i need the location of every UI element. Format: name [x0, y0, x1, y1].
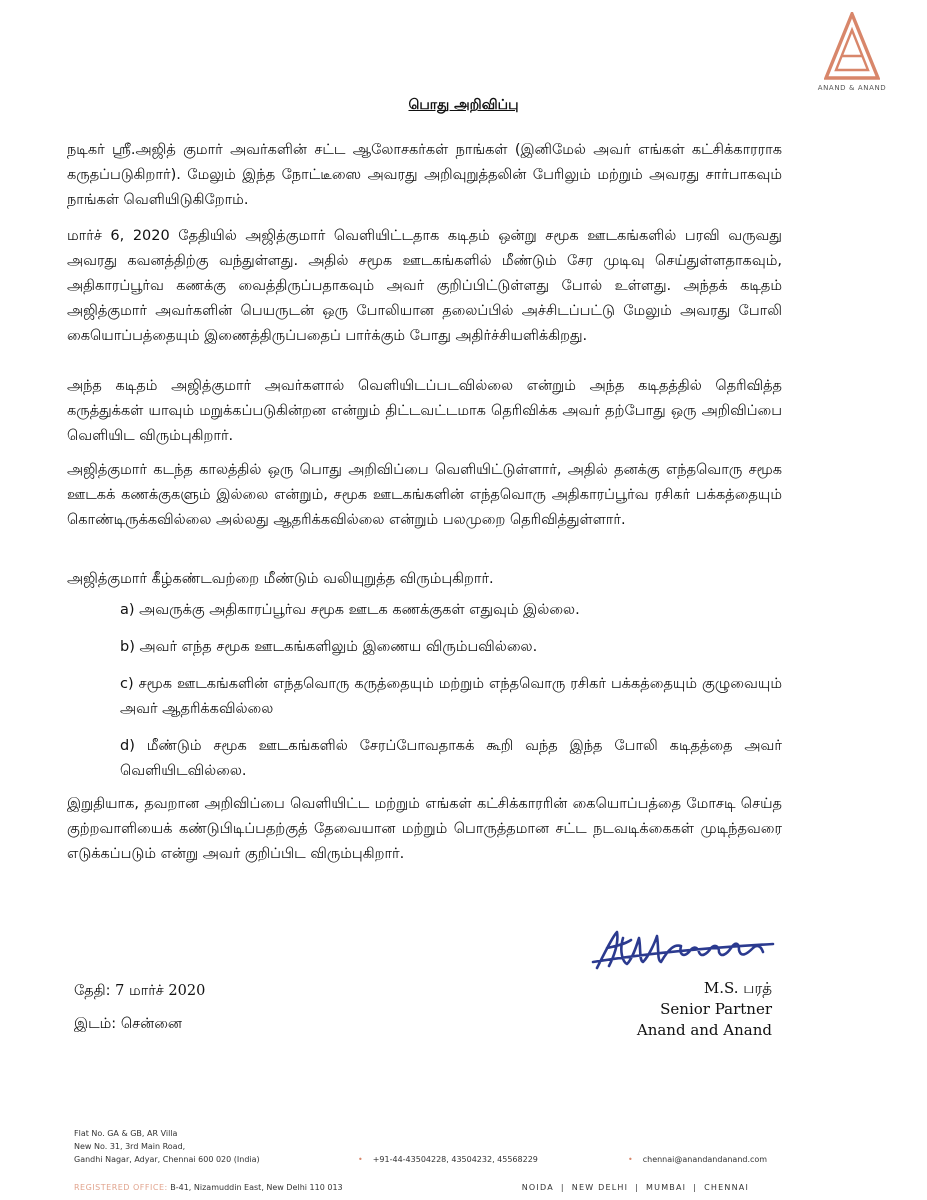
city-name: NEW DELHI — [571, 1183, 629, 1192]
footer-email — [628, 1155, 767, 1164]
page-title: பொது அறிவிப்பு — [408, 97, 519, 113]
address-line: Gandhi Nagar, Adyar, Chennai 600 020 (India) — [74, 1155, 260, 1164]
logo-wordmark: ANAND & ANAND — [817, 84, 887, 92]
address-line: New No. 31, 3rd Main Road, — [74, 1142, 186, 1151]
phone-numbers: +91-44-43504228, 43504232, 45568229 — [372, 1155, 538, 1164]
reiteration-list — [120, 598, 782, 796]
paragraph-intro: நடிகர் ஸ்ரீ.அஜித் குமார் அவர்களின் சட்ட ஆலோசகர்கள் நாங்கள் (இனிமேல் அவர் எங்கள் கட்சிக்காரராக கருதப்படுகிறார்). மேலும் இந்த நோட்டீஸை அவரது அறிவுறுத்தலின் பேரிலும் மற்றும் அவரது சார்பாகவும் நாங்கள் வெளியிடுகிறோம். — [67, 142, 782, 208]
signer-block — [637, 978, 772, 1041]
city-name: CHENNAI — [704, 1183, 749, 1192]
bullet-icon: • — [628, 1155, 633, 1164]
list-item: a) அவருக்கு அதிகாரப்பூர்வ சமூக ஊடக கணக்குகள் எதுவும் இல்லை. — [120, 602, 580, 618]
place-value: சென்னை — [120, 1016, 182, 1032]
footer-address — [74, 1127, 260, 1166]
signature — [583, 918, 783, 978]
address-line: Flat No. GA & GB, AR Villa — [74, 1129, 178, 1138]
date-line — [74, 975, 205, 1008]
bullet-icon: • — [358, 1155, 363, 1164]
date-value: 7 மார்ச் 2020 — [115, 983, 206, 999]
city-name: NOIDA — [521, 1183, 554, 1192]
signer-firm: Anand and Anand — [636, 1021, 772, 1039]
separator: | — [560, 1183, 565, 1192]
signer-name: M.S. பரத் — [703, 979, 772, 997]
paragraph-letter-circulation: மார்ச் 6, 2020 தேதியில் அஜித்குமார் வெளியிட்டதாக கடிதம் ஒன்று சமூக ஊடகங்களில் பரவி வருவது அவரது கவனத்திற்கு வந்துள்ளது. அதில் சமூக ஊடகங்களில் மீண்டும் சேர முடிவு செய்துள்ளதாகவும், அதிகாரப்பூர்வ கணக்கு வைத்திருப்பதாகவும் அவர் குறிப்பிட்டுள்ளது போல் உள்ளது. அந்தக் கடிதம் அஜித்குமார் அவர்களின் பெயருடன் ஒரு போலியான தலைப்பில் அச்சிடப்பட்டு மேலும் அவரது போலி கையொப்பத்தையும் இணைத்திருப்பதைப் பார்க்கும் போது அதிர்ச்சியளிக்கிறது. — [67, 228, 782, 344]
date-label: தேதி: — [74, 983, 111, 999]
paragraph-reiterate: அஜித்குமார் கீழ்கண்டவற்றை மீண்டும் வலியுறுத்த விரும்புகிறார். — [67, 571, 494, 587]
date-place-block — [74, 975, 205, 1041]
list-item: d) மீண்டும் சமூக ஊடகங்களில் சேரப்போவதாகக் கூறி வந்த இந்த போலி கடிதத்தை அவர் வெளியிடவில்லை. — [120, 738, 782, 779]
footer-registered-office — [74, 1183, 343, 1192]
place-line — [74, 1008, 205, 1041]
signer-role: Senior Partner — [660, 1000, 772, 1018]
paragraph-conclusion: இறுதியாக, தவறான அறிவிப்பை வெளியிட்ட மற்றும் எங்கள் கட்சிக்காரரின் கையொப்பத்தை மோசடி செய்த குற்றவாளியைக் கண்டுபிடிப்பதற்குத் தேவையான மற்றும் பொருத்தமான சட்ட நடவடிக்கைகள் முடிந்தவரை எடுக்கப்படும் என்று அவர் குறிப்பிட விரும்புகிறார். — [67, 796, 782, 862]
footer-phone — [358, 1155, 538, 1164]
separator: | — [635, 1183, 640, 1192]
list-item: c) சமூக ஊடகங்களின் எந்தவொரு கருத்தையும் மற்றும் எந்தவொரு ரசிகர் பக்கத்தையும் குழுவையும் அவர் ஆதரிக்கவில்லை — [120, 676, 782, 717]
firm-logo — [812, 12, 892, 92]
place-label: இடம்: — [74, 1016, 117, 1032]
paragraph-denial: அந்த கடிதம் அஜித்குமார் அவர்களால் வெளியிடப்படவில்லை என்றும் அந்த கடிதத்தில் தெரிவித்த கருத்துக்கள் யாவும் மறுக்கப்படுகின்றன என்றும் திட்டவட்டமாக தெரிவிக்க அவர் தற்போது ஒரு அறிவிப்பை வெளியிட விரும்புகிறார். — [67, 378, 782, 444]
registered-office-label: REGISTERED OFFICE: — [74, 1183, 168, 1192]
anand-triangle-logo-icon — [824, 12, 880, 80]
separator: | — [693, 1183, 698, 1192]
email-address: chennai@anandandanand.com — [642, 1155, 768, 1164]
city-name: MUMBAI — [646, 1183, 687, 1192]
handwritten-signature-icon — [583, 918, 783, 978]
footer-cities — [522, 1183, 749, 1192]
list-item: b) அவர் எந்த சமூக ஊடகங்களிலும் இணைய விரும்பவில்லை. — [120, 639, 538, 655]
paragraph-past-notice: அஜித்குமார் கடந்த காலத்தில் ஒரு பொது அறிவிப்பை வெளியிட்டுள்ளார், அதில் தனக்கு எந்தவொரு சமூக ஊடகக் கணக்குகளும் இல்லை என்றும், சமூக ஊடகங்களின் எந்தவொரு அதிகாரப்பூர்வ ரசிகர் பக்கத்தையும் கொண்டிருக்கவில்லை அல்லது ஆதரிக்கவில்லை என்றும் பலமுறை தெரிவித்துள்ளார். — [67, 462, 782, 528]
registered-office-address: B-41, Nizamuddin East, New Delhi 110 013 — [170, 1183, 343, 1192]
